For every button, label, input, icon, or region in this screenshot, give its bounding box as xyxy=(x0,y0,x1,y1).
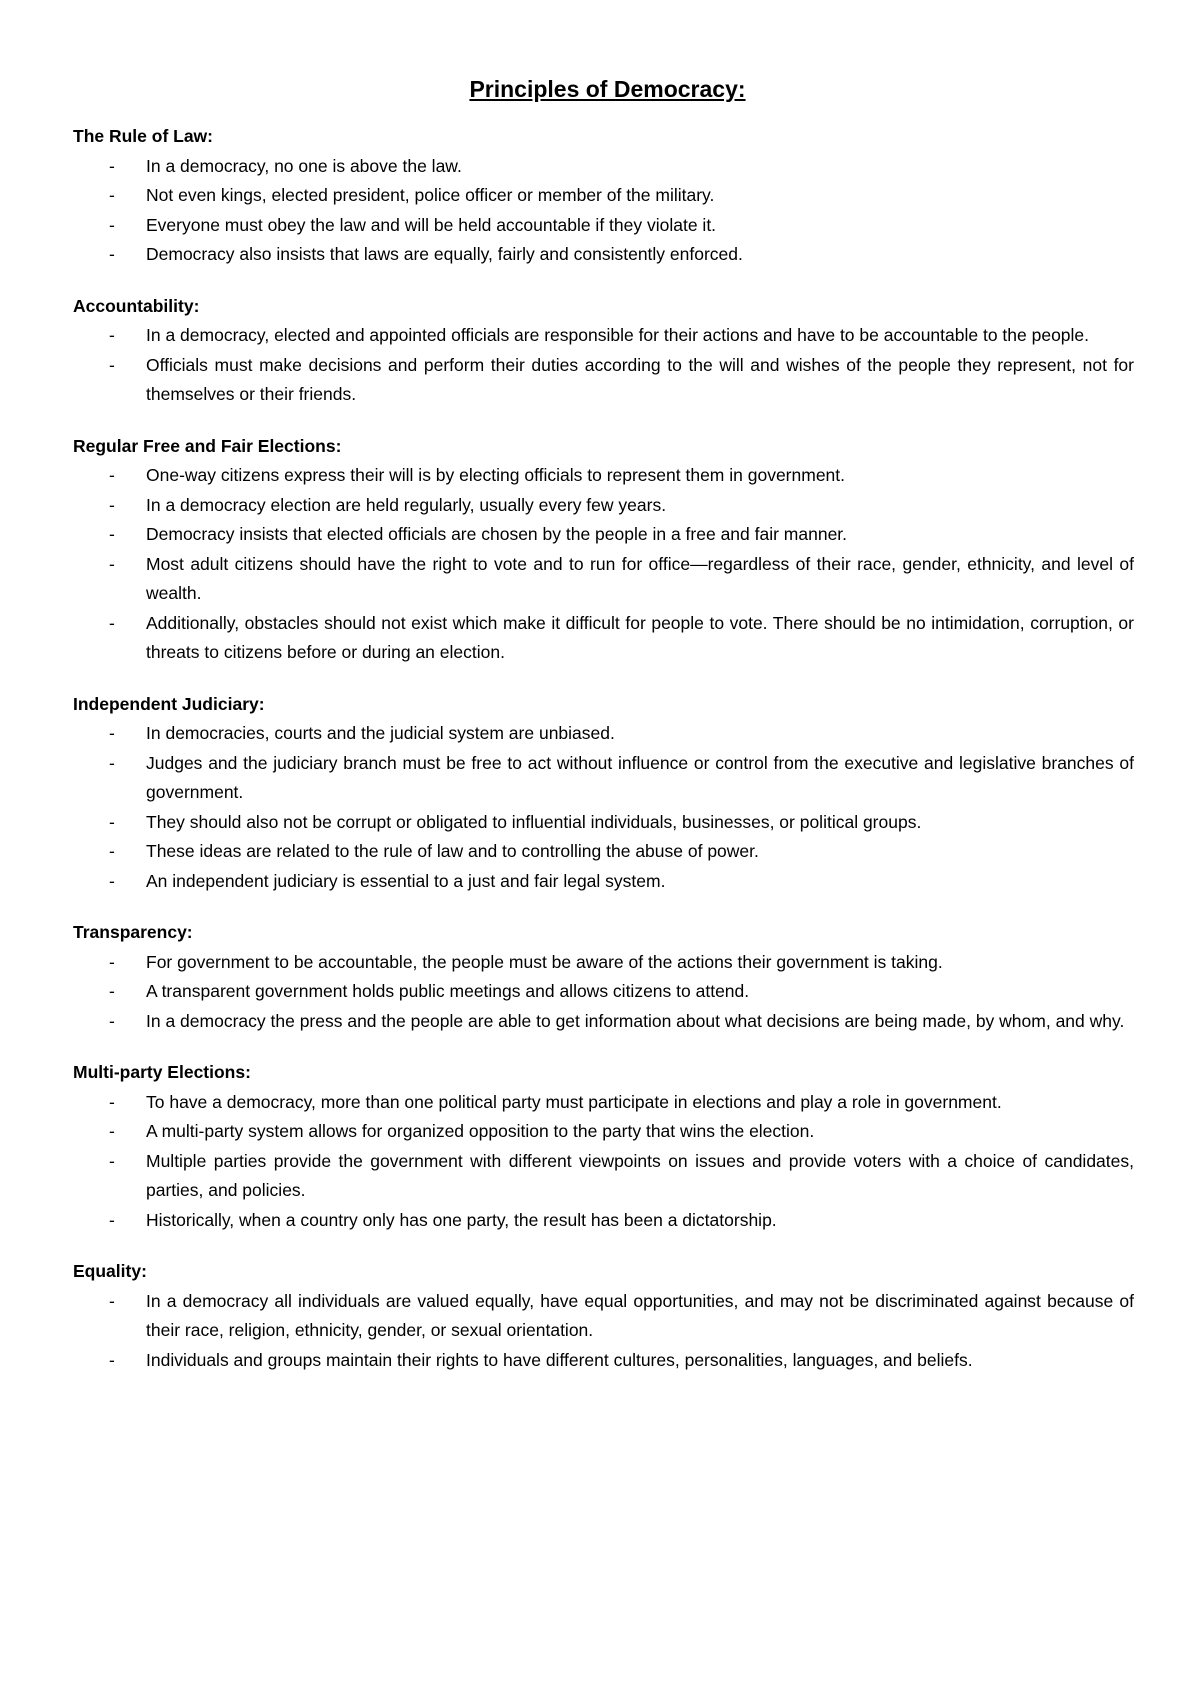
list-item xyxy=(73,609,1134,668)
list-item xyxy=(73,1206,1134,1236)
list-item xyxy=(73,461,1134,491)
dash-bullet: - xyxy=(109,870,115,891)
page-title: Principles of Democracy: xyxy=(469,76,746,102)
list-item xyxy=(73,1088,1134,1118)
dash-bullet: - xyxy=(109,752,115,773)
dash-bullet: - xyxy=(109,354,115,375)
section-judiciary xyxy=(73,690,1134,897)
section-heading: Transparency: xyxy=(73,922,193,942)
list-item-text: One-way citizens express their will is by electing officials to represent them in government. xyxy=(146,465,846,485)
bullet-list xyxy=(73,461,1134,668)
list-item xyxy=(73,977,1134,1007)
list-item xyxy=(73,808,1134,838)
list-item xyxy=(73,1117,1134,1147)
list-item xyxy=(73,351,1134,410)
list-item xyxy=(73,1346,1134,1376)
bullet-list xyxy=(73,152,1134,270)
dash-bullet: - xyxy=(109,951,115,972)
dash-bullet: - xyxy=(109,811,115,832)
section-accountability xyxy=(73,292,1134,410)
dash-bullet: - xyxy=(109,465,115,485)
section-transparency xyxy=(73,918,1134,1036)
list-item-text: A transparent government holds public meetings and allows citizens to attend. xyxy=(146,981,750,1001)
dash-bullet: - xyxy=(109,553,115,574)
dash-bullet: - xyxy=(109,1150,115,1171)
list-item-text: In a democracy, no one is above the law. xyxy=(146,155,462,176)
dash-bullet: - xyxy=(109,612,115,633)
section-heading: Regular Free and Fair Elections: xyxy=(73,435,342,456)
list-item-text: Democracy insists that elected officials are chosen by the people in a free and fair manner. xyxy=(146,524,848,544)
list-item-text: For government to be accountable, the people must be aware of the actions their government is taking. xyxy=(146,951,943,972)
list-item-text: Additionally, obstacles should not exist which make it difficult for people to vote. There should be no intimidation, corruption, or threats to citizens before or during an election. xyxy=(146,612,1134,662)
list-item-text: Officials must make decisions and perform their duties according to the will and wishes of the people they represent, not for themselves or their friends. xyxy=(146,354,1134,404)
section-equality xyxy=(73,1257,1134,1375)
list-item xyxy=(73,181,1134,211)
list-item xyxy=(73,948,1134,978)
list-item-text: In a democracy election are held regularly, usually every few years. xyxy=(146,494,667,515)
list-item xyxy=(73,1007,1134,1037)
list-item-text: An independent judiciary is essential to a just and fair legal system. xyxy=(146,870,666,891)
list-item xyxy=(73,867,1134,897)
list-item-text: They should also not be corrupt or obligated to influential individuals, businesses, or political groups. xyxy=(146,811,922,832)
bullet-list xyxy=(73,321,1134,410)
dash-bullet: - xyxy=(109,1121,115,1141)
list-item xyxy=(73,837,1134,867)
list-item xyxy=(73,1147,1134,1206)
dash-bullet: - xyxy=(109,1010,115,1031)
list-item-text: To have a democracy, more than one political party must participate in elections and play a role in government. xyxy=(146,1091,1002,1112)
list-item-text: Judges and the judiciary branch must be free to act without influence or control from the executive and legislative branches of government. xyxy=(146,752,1134,802)
list-item-text: These ideas are related to the rule of law and to controlling the abuse of power. xyxy=(146,841,759,861)
section-multi-party xyxy=(73,1058,1134,1235)
dash-bullet: - xyxy=(109,325,115,345)
list-item-text: In a democracy, elected and appointed officials are responsible for their actions and have to be accountable to the people. xyxy=(146,325,1090,345)
dash-bullet: - xyxy=(109,1290,115,1311)
dash-bullet: - xyxy=(109,1209,115,1230)
list-item-text: Democracy also insists that laws are equally, fairly and consistently enforced. xyxy=(146,244,743,264)
list-item-text: A multi-party system allows for organized opposition to the party that wins the election. xyxy=(146,1121,815,1141)
section-heading: The Rule of Law: xyxy=(73,126,213,146)
list-item-text: Most adult citizens should have the right to vote and to run for office—regardless of their race, gender, ethnicity, and level of wealth. xyxy=(146,553,1134,603)
dash-bullet: - xyxy=(109,494,115,515)
bullet-list xyxy=(73,948,1134,1037)
bullet-list xyxy=(73,1088,1134,1236)
dash-bullet: - xyxy=(109,185,115,205)
list-item xyxy=(73,1287,1134,1346)
section-heading: Independent Judiciary: xyxy=(73,693,265,714)
list-item-text: Everyone must obey the law and will be held accountable if they violate it. xyxy=(146,214,717,235)
list-item xyxy=(73,240,1134,270)
dash-bullet: - xyxy=(109,841,115,861)
dash-bullet: - xyxy=(109,981,115,1001)
list-item-text: Historically, when a country only has one party, the result has been a dictatorship. xyxy=(146,1209,777,1230)
dash-bullet: - xyxy=(109,1349,115,1370)
list-item xyxy=(73,491,1134,521)
list-item xyxy=(73,321,1134,351)
list-item-text: In democracies, courts and the judicial system are unbiased. xyxy=(146,723,615,743)
list-item-text: In a democracy the press and the people are able to get information about what decisions are being made, by whom, and why. xyxy=(146,1010,1125,1031)
bullet-list xyxy=(73,1287,1134,1376)
list-item xyxy=(73,520,1134,550)
list-item-text: Multiple parties provide the government with different viewpoints on issues and provide voters with a choice of candidates, parties, and policies. xyxy=(146,1150,1134,1200)
list-item xyxy=(73,211,1134,241)
list-item xyxy=(73,550,1134,609)
dash-bullet: - xyxy=(109,244,115,264)
dash-bullet: - xyxy=(109,155,115,176)
list-item-text: Not even kings, elected president, police officer or member of the military. xyxy=(146,185,715,205)
list-item-text: In a democracy all individuals are valued equally, have equal opportunities, and may not be discriminated against because of their race, religion, ethnicity, gender, or sexual orientation. xyxy=(146,1290,1134,1340)
section-heading: Equality: xyxy=(73,1261,147,1281)
dash-bullet: - xyxy=(109,524,115,544)
dash-bullet: - xyxy=(109,1091,115,1112)
section-rule-of-law xyxy=(73,122,1134,270)
dash-bullet: - xyxy=(109,723,115,743)
list-item xyxy=(73,719,1134,749)
dash-bullet: - xyxy=(109,214,115,235)
list-item xyxy=(73,749,1134,808)
section-elections xyxy=(73,432,1134,668)
list-item-text: Individuals and groups maintain their rights to have different cultures, personalities, languages, and beliefs. xyxy=(146,1349,973,1370)
section-heading: Accountability: xyxy=(73,295,200,316)
bullet-list xyxy=(73,719,1134,896)
list-item xyxy=(73,152,1134,182)
section-heading: Multi-party Elections: xyxy=(73,1062,251,1082)
